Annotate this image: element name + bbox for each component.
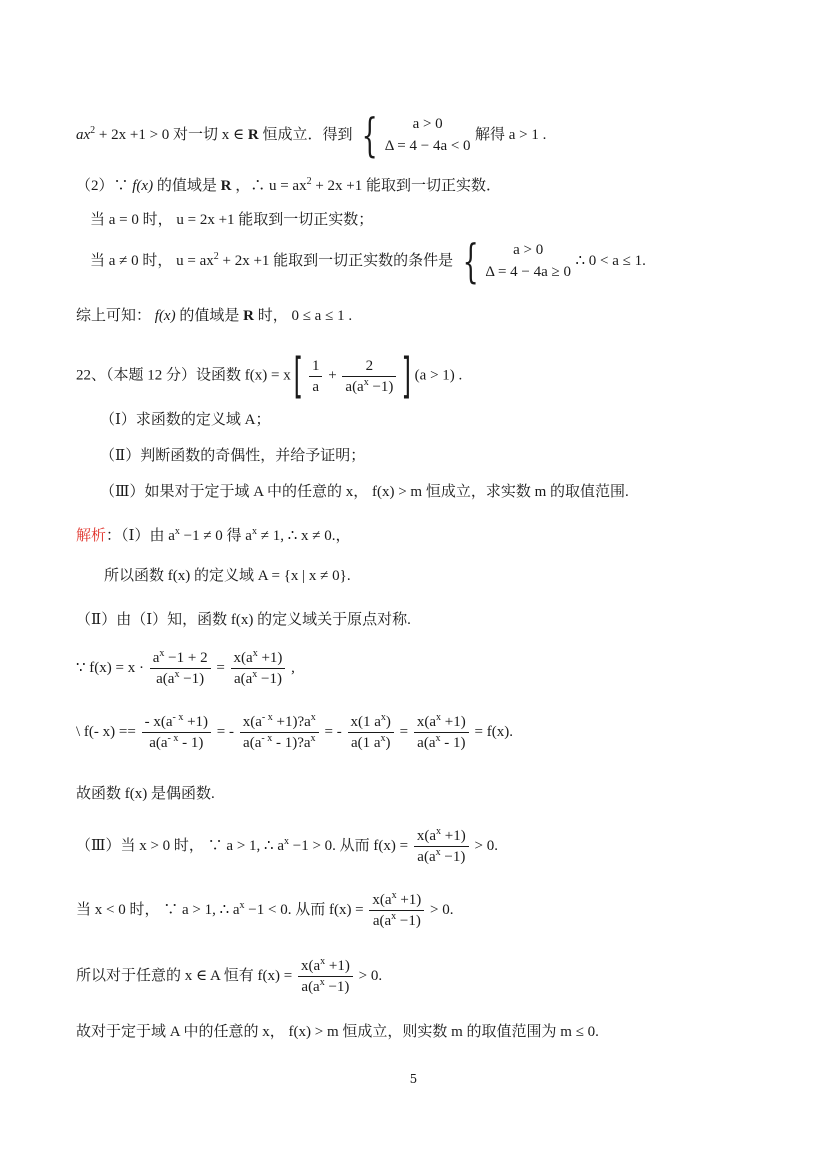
solution-line-4 [90, 234, 646, 288]
numerator: $a^x -1 + 2$ [150, 648, 211, 669]
denominator: a(1 $a^x$) [350, 733, 391, 751]
exponent: 2 [90, 125, 96, 136]
solution-line-2 [76, 176, 501, 196]
real-set: R [247, 127, 259, 143]
denominator: a [312, 378, 320, 395]
question-2: （Ⅱ）判断函数的奇偶性，并给予证明； [100, 448, 366, 464]
denominator: $a(a^x - 1)$ [417, 733, 466, 751]
numerator: 1 [309, 356, 323, 377]
domain-line: 所以函数 f(x) 的定义域 A = {x | x ≠ 0}. [104, 568, 351, 584]
left-bracket: [ [294, 348, 304, 404]
equals: = - [216, 723, 235, 740]
equals: = [216, 659, 225, 676]
text: ，∴ u = ax [231, 178, 307, 194]
exponent: 2 [213, 251, 219, 262]
denominator: $a(a^x -1)$ [301, 977, 350, 995]
text: 的值域是 [175, 308, 244, 324]
exponent: x [174, 526, 180, 537]
solution-part-3-positive: （Ⅲ）当 x > 0 时， ∵ a > 1, ∴ $a^x -1 > 0$. 从而 f(x) = $\frac{x(a^x +1)}{a(a^x -1)}$ > 0. [76, 826, 498, 865]
analysis-label: 解析 [76, 528, 107, 544]
text: \ f(- x) == [76, 723, 136, 740]
real-set: R [243, 308, 254, 324]
numerator: $x(a^x +1)$ [369, 890, 424, 911]
function: f(x) [154, 308, 176, 324]
solution-line-3: 当 a = 0 时， u = 2x +1 能取到一切正实数； [90, 212, 374, 228]
text: , [291, 659, 295, 676]
text: ≠ 1, ∴ x ≠ 0.， [256, 528, 351, 544]
solution-part-3-negative: 当 x < 0 时， ∵ a > 1, ∴ $a^x -1 < 0$. 从而 f(x) = $\frac{x(a^x +1)}{a(a^x -1)}$ > 0. [76, 890, 454, 929]
denominator [342, 377, 396, 397]
exponent: x [251, 526, 257, 537]
expr: ax [76, 127, 91, 143]
left-brace: { [361, 108, 378, 162]
inequality-system [385, 113, 471, 157]
denominator: $a(a^x -1)$ [417, 847, 466, 865]
denominator: $a(a^{- x} - 1)$ [149, 733, 204, 751]
system-row-1: a > 0 [513, 242, 544, 258]
even-function-line: 故函数 f(x) 是偶函数. [76, 786, 215, 802]
solution-line-1 [76, 108, 547, 162]
system-row-2: Δ = 4 − 4a ≥ 0 [485, 264, 572, 280]
fraction [309, 356, 323, 397]
text: a(a [345, 378, 364, 395]
solution-part-1 [76, 526, 350, 546]
plus: + [328, 367, 337, 384]
text: 的值域是 [153, 178, 221, 194]
denominator: $a(a^{- x}$ - $1)?a^x$ [243, 733, 316, 751]
fraction [231, 648, 286, 689]
denominator: $a(a^x -1)$ [156, 669, 205, 687]
numerator: x(1 $a^x$) [348, 712, 394, 733]
text: 解得 a > 1 . [475, 127, 547, 143]
text: 22、（本题 12 分）设函数 f(x) = x [76, 367, 291, 384]
text: （2）∵ [76, 178, 133, 194]
exponent: x [363, 376, 369, 388]
fraction [342, 356, 396, 397]
page-number: 5 [409, 1072, 418, 1086]
f-neg-x-expression [76, 712, 513, 753]
equals: = - [324, 723, 342, 740]
exponent: 2 [306, 176, 312, 187]
fraction [369, 890, 424, 931]
final-answer: 故对于定于域 A 中的任意的 x， f(x) > m 恒成立，则实数 m 的取值范围为 m ≤ 0. [76, 1024, 599, 1040]
system-row-2: Δ = 4 − 4a < 0 [384, 138, 471, 154]
text: ∴ 0 < a ≤ 1. [575, 253, 646, 269]
solution-part-3-all: 所以对于任意的 x ∈ A 恒有 f(x) = $\frac{x(a^x +1)}{a(a^x -1)}$ > 0. [76, 956, 383, 995]
text: −1 ≠ 0 得 a [179, 528, 252, 544]
question-3: （Ⅲ）如果对于定于域 A 中的任意的 x， f(x) > m 恒成立，求实数 m 的取值范围. [100, 484, 629, 500]
numerator: - $x(a^{- x} +1)$ [142, 712, 211, 733]
numerator: $x(a^x +1)$ [414, 826, 469, 847]
fraction [150, 648, 211, 689]
text: ：（Ⅰ）由 a [106, 528, 175, 544]
denominator: $a(a^x -1)$ [372, 911, 421, 929]
fraction [240, 712, 319, 753]
left-brace: { [462, 234, 479, 288]
text: = f(x). [474, 723, 513, 740]
text: + 2x +1 能取到一切正实数． [311, 178, 501, 194]
text: 当 a ≠ 0 时， u = ax [90, 253, 214, 269]
question-1: （Ⅰ）求函数的定义域 A； [100, 412, 271, 428]
conclusion-line [76, 306, 352, 326]
function: f(x) [132, 178, 154, 194]
text: 时， 0 ≤ a ≤ 1 . [253, 308, 353, 324]
numerator: $x(a^x +1)$ [231, 648, 286, 669]
text: ∵ f(x) = x · [76, 659, 144, 676]
numerator: $x(a^x +1)$ [298, 956, 353, 977]
fraction [414, 826, 469, 867]
fraction [414, 712, 469, 753]
numerator: 2 [342, 356, 396, 377]
text: 综上可知： [76, 308, 155, 324]
text: (a > 1) . [414, 367, 463, 384]
text: −1) [368, 378, 394, 395]
right-bracket: ] [401, 348, 412, 404]
fraction [348, 712, 394, 753]
inequality-system [485, 239, 571, 283]
text: + 2x +1 能取到一切正实数的条件是 [218, 253, 454, 269]
denominator: $a(a^x -1)$ [233, 669, 282, 687]
solution-part-2: （Ⅱ）由（Ⅰ）知，函数 f(x) 的定义域关于原点对称. [76, 612, 411, 628]
text: + 2x +1 > 0 对一切 x ∈ [95, 127, 248, 143]
system-row-1: a > 0 [412, 116, 443, 132]
numerator: $x(a^x +1)$ [414, 712, 469, 733]
fraction [142, 712, 211, 753]
fx-expression [76, 648, 295, 689]
numerator: $x(a^{- x}$ $+1)?a^x$ [240, 712, 319, 733]
fraction [298, 956, 353, 997]
text: 恒成立．得到 [258, 127, 353, 143]
equals: = [399, 723, 409, 740]
problem-22-statement [76, 348, 463, 404]
real-set: R [220, 178, 232, 194]
